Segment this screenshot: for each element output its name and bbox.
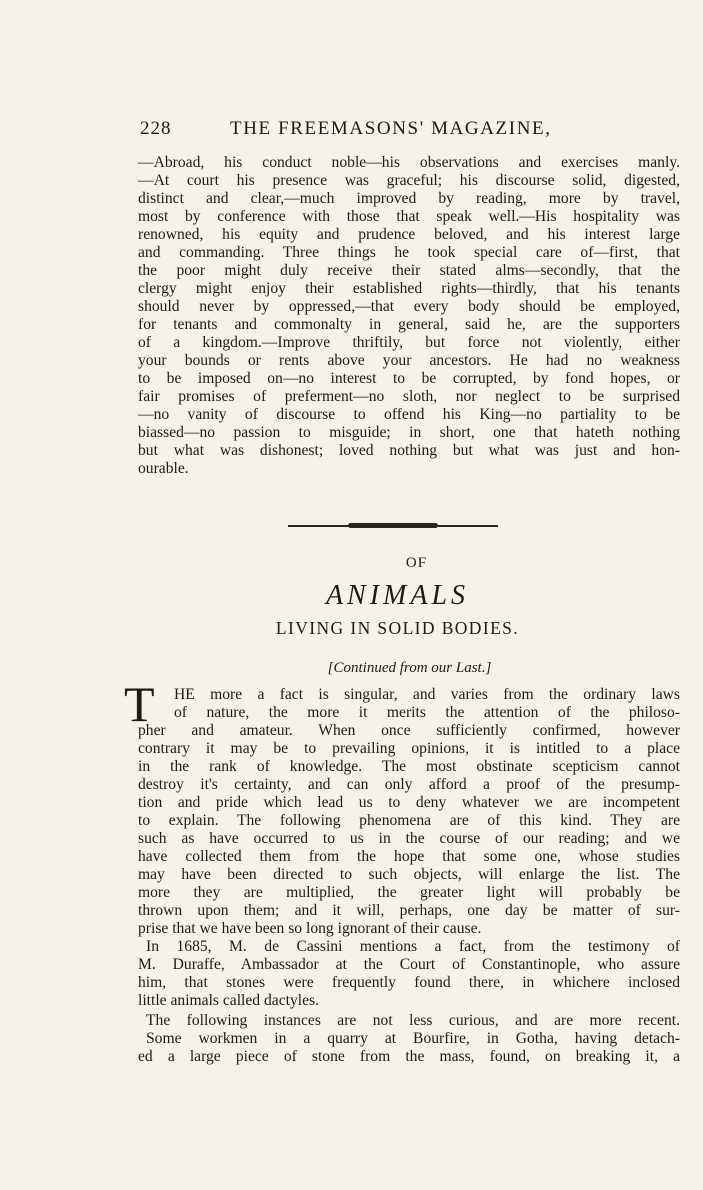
text-line: M. Duraffe, Ambassador at the Court of Constantinople, who assure [138,956,680,973]
text-line: to be imposed on—no interest to be corrupted, by fond hopes, or [138,370,680,387]
page-number: 228 [140,118,172,139]
text-line: biassed—no passion to misguide; in short, one that hateth nothing [138,424,680,441]
continuation-note: [Continued from our Last.] [327,660,492,676]
paragraph-character-sketch [138,154,680,478]
text-line: tion and pride which lead us to deny whatever we are incompetent [138,794,680,811]
text-line: destroy it's certainty, and can only afford a proof of the presump- [138,776,680,793]
text-line: little animals called dactyles. [138,992,319,1009]
paragraph-cassini [138,938,680,1010]
text-line: Some workmen in a quarry at Bourfire, in Gotha, having detach- [146,1030,680,1047]
text-line: renowned, his equity and prudence beloved, and his interest large [138,226,680,243]
text-line: of a kingdom.—Improve thriftily, but force not violently, either [138,334,680,351]
ornamental-rule [288,522,498,530]
running-title: THE FREEMASONS' MAGAZINE, [230,118,552,139]
text-line: distinct and clear,—much improved by reading, more by travel, [138,190,680,207]
text-line: should never by oppressed,—that every body should be employed, [138,298,680,315]
text-line: —At court his presence was graceful; his discourse solid, digested, [138,172,680,189]
text-line: to explain. The following phenomena are of this kind. They are [138,812,680,829]
text-line: ourable. [138,460,189,477]
running-header [140,118,680,146]
text-line: may have been directed to such objects, will enlarge the list. The [138,866,680,883]
text-line: ed a large piece of stone from the mass, found, on breaking it, a [138,1048,680,1065]
text-line: HE more a fact is singular, and varies from the ordinary laws [174,686,680,703]
drop-cap: T [124,676,155,732]
text-line: The following instances are not less curious, and are more recent. [146,1012,680,1029]
text-line: for tenants and commonalty in general, said he, are the supporters [138,316,680,333]
paragraph-quarry [138,1030,680,1066]
text-line: and commanding. Three things he took special care of—first, that [138,244,680,261]
text-line: —Abroad, his conduct noble—his observations and exercises manly. [138,154,680,171]
section-pretitle: OF [405,555,428,571]
paragraph-intro [138,686,680,938]
text-line: have collected them from the hope that some one, whose studies [138,848,680,865]
text-line: In 1685, M. de Cassini mentions a fact, from the testimony of [146,938,680,955]
section-title: ANIMALS [325,580,470,611]
text-line: thrown upon them; and it will, perhaps, one day be matter of sur- [138,902,680,919]
text-line: but what was dishonest; loved nothing but what was just and hon- [138,442,680,459]
section-subtitle: LIVING IN SOLID BODIES. [275,618,520,638]
text-line: more they are multiplied, the greater light will probably be [138,884,680,901]
text-line: —no vanity of discourse to offend his King—no partiality to be [138,406,680,423]
text-line: prise that we have been so long ignorant of their cause. [138,920,482,937]
text-line: pher and amateur. When once sufficiently confirmed, however [138,722,680,739]
text-line: of nature, the more it merits the attention of the philoso- [174,704,680,721]
text-line: your bounds or rents above your ancestors. He had no weakness [138,352,680,369]
text-line: in the rank of knowledge. The most obstinate scepticism cannot [138,758,680,775]
text-line: most by conference with those that speak well.—His hospitality was [138,208,680,225]
text-line: such as have occurred to us in the course of our reading; and we [138,830,680,847]
text-line: him, that stones were frequently found there, in whichere inclosed [138,974,680,991]
text-line: the poor might duly receive their stated alms—secondly, that the [138,262,680,279]
paragraph-instances [138,1012,680,1030]
text-line: fair promises of preferment—no sloth, nor neglect to be surprised [138,388,680,405]
text-line: clergy might enjoy their established rights—thirdly, that his tenants [138,280,680,297]
text-line: contrary it may be to prevailing opinions, it is intitled to a place [138,740,680,757]
